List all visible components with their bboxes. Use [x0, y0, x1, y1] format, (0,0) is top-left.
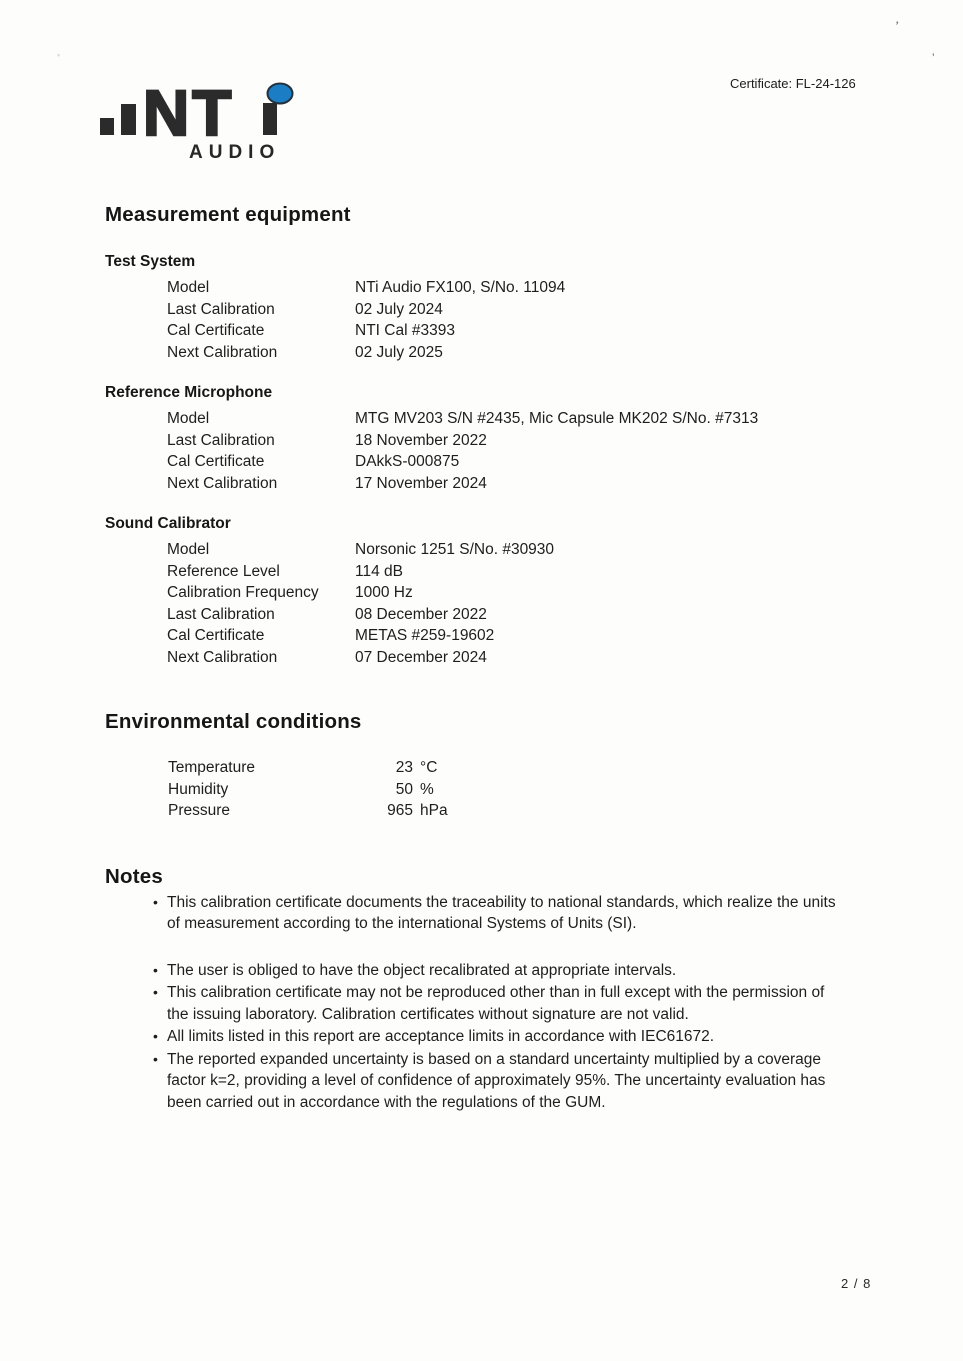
spec-label: Cal Certificate	[167, 453, 265, 470]
section-heading: Sound Calibrator	[105, 515, 231, 532]
note-item: • All limits listed in this report are acceptance limits in accordance with IEC61672.	[152, 1026, 839, 1048]
spec-row	[105, 539, 905, 561]
spec-row	[105, 451, 905, 473]
spec-label: Next Calibration	[167, 343, 278, 361]
spec-row	[105, 561, 905, 583]
spec-value: METAS #259-19602	[355, 627, 495, 644]
logo-i-stem	[263, 103, 277, 135]
spec-value: NTI Cal #3393	[355, 322, 455, 339]
spec-value: 18 November 2022	[355, 431, 487, 449]
env-value: 965	[387, 802, 413, 819]
spec-row	[105, 647, 905, 669]
notes-list	[105, 892, 905, 1114]
section-heading: Test System	[105, 253, 196, 270]
environmental-conditions-title: Environmental conditions	[105, 710, 362, 733]
spec-label: Reference Level	[167, 562, 280, 580]
spec-label: Calibration Frequency	[167, 584, 319, 601]
env-label: Temperature	[168, 759, 256, 776]
spec-label: Cal Certificate	[167, 627, 265, 644]
logo-brand-letters: NT	[143, 82, 235, 144]
spec-label: Next Calibration	[167, 648, 278, 666]
spec-label: Last Calibration	[167, 431, 275, 449]
spec-value: DAkkS-000875	[355, 453, 460, 470]
env-row	[105, 800, 905, 822]
spec-row	[105, 408, 905, 430]
note-item: • The reported expanded uncertainty is based on a standard uncertainty multiplied by a coverage factor k=2, providing a level of confidence of approximately 95%. The uncertainty evaluation has been carried out in accordance with the regulations of the GUM.	[152, 1049, 839, 1114]
scan-speck: ’	[893, 19, 900, 33]
logo-bar-tall	[121, 104, 136, 135]
spec-value: NTi Audio FX100, S/No. 11094	[355, 279, 566, 296]
spec-row	[105, 277, 905, 299]
note-item: • This calibration certificate may not be reproduced other than in full except with the permission of the issuing laboratory. Calibration certificates without signature are not valid.	[152, 982, 839, 1025]
spec-label: Model	[167, 541, 210, 558]
logo-i-dot-blue	[268, 84, 293, 104]
spec-value: 02 July 2025	[355, 343, 443, 361]
spec-label: Last Calibration	[167, 605, 275, 623]
env-unit: hPa	[420, 802, 448, 819]
nti-logo-mark	[97, 82, 307, 144]
note-item: • This calibration certificate documents the traceability to national standards, which realize the units of measurement according to the international Systems of Units (SI).	[152, 892, 839, 935]
spec-row	[105, 430, 905, 452]
spec-label: Cal Certificate	[167, 322, 265, 339]
document-body	[105, 203, 905, 1114]
sound-calibrator-section	[105, 515, 905, 668]
spec-row	[105, 299, 905, 321]
spec-row	[105, 473, 905, 495]
spec-label: Model	[167, 279, 210, 296]
note-item: • The user is obliged to have the object recalibrated at appropriate intervals.	[152, 960, 839, 982]
spec-label: Model	[167, 410, 210, 427]
spec-value: 07 December 2024	[355, 648, 487, 666]
spec-row	[105, 342, 905, 364]
scan-speck: ’	[932, 52, 935, 62]
spec-label: Next Calibration	[167, 474, 278, 492]
spec-row	[105, 604, 905, 626]
scan-speck: •	[57, 50, 61, 60]
spec-value: Norsonic 1251 S/No. #30930	[355, 541, 555, 558]
test-system-section	[105, 253, 905, 363]
nti-audio-logo	[97, 82, 307, 170]
spec-value: 08 December 2022	[355, 605, 487, 623]
env-label: Humidity	[168, 780, 229, 798]
spec-row	[105, 582, 905, 604]
spec-value: 02 July 2024	[355, 300, 443, 318]
env-row	[105, 757, 905, 779]
measurement-equipment-title: Measurement equipment	[105, 203, 351, 226]
env-label: Pressure	[168, 802, 231, 819]
spec-value: MTG MV203 S/N #2435, Mic Capsule MK202 S/No. #7313	[355, 410, 759, 427]
env-row	[105, 779, 905, 801]
certificate-number: Certificate: FL-24-126	[730, 76, 856, 91]
spec-row	[105, 625, 905, 647]
spec-value: 114 dB	[355, 562, 403, 580]
spec-value: 17 November 2024	[355, 474, 487, 492]
env-value: 23	[395, 759, 413, 776]
env-unit: °C	[420, 759, 438, 776]
env-unit: %	[420, 780, 434, 798]
logo-bar-small	[100, 118, 114, 135]
logo-audio-text: AUDIO	[189, 142, 281, 163]
env-value: 50	[395, 780, 413, 798]
spec-row	[105, 320, 905, 342]
notes-title: Notes	[105, 864, 163, 888]
spec-value: 1000 Hz	[355, 584, 413, 601]
page-number: 2 / 8	[841, 1276, 872, 1291]
spec-label: Last Calibration	[167, 300, 275, 318]
section-heading: Reference Microphone	[105, 384, 273, 401]
reference-microphone-section	[105, 384, 905, 494]
